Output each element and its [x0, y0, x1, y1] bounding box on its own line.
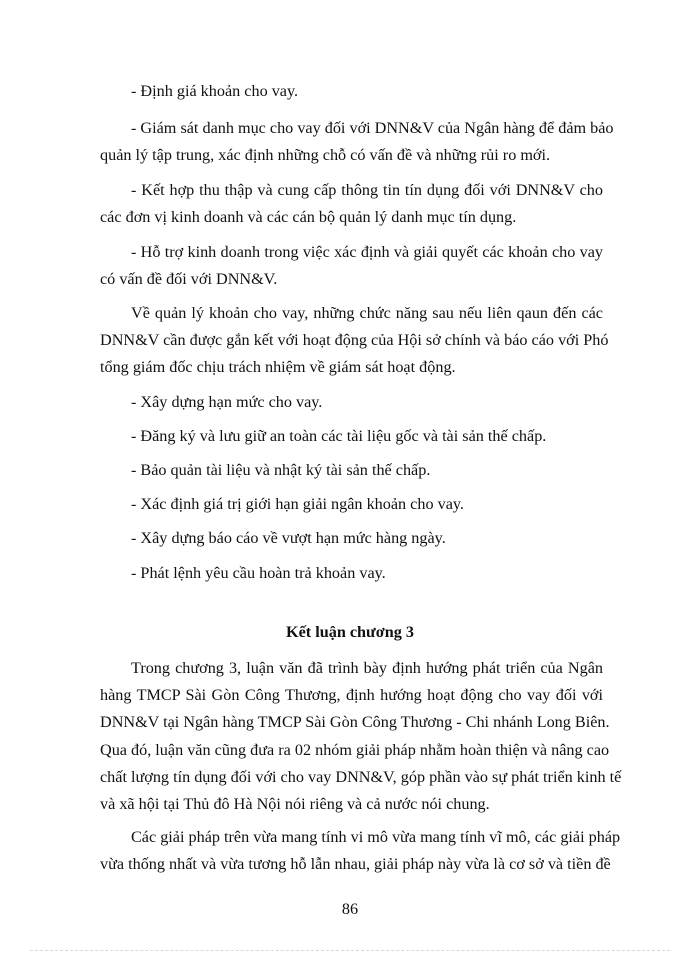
paragraph-line: Qua đó, luận văn cũng đưa ra 02 nhóm giải pháp nhằm hoàn thiện và nâng cao: [100, 741, 610, 759]
list-item: - Định giá khoản cho vay.: [131, 82, 299, 100]
list-item: - Xây dựng hạn mức cho vay.: [131, 393, 323, 411]
list-item-continuation: có vấn đề đối với DNN&V.: [100, 270, 278, 288]
list-item: - Đăng ký và lưu giữ an toàn các tài liệu gốc và tài sản thế chấp.: [131, 427, 547, 445]
list-item: - Phát lệnh yêu cầu hoàn trả khoản vay.: [131, 564, 386, 582]
list-item-continuation: quản lý tập trung, xác định những chỗ có vấn đề và những rủi ro mới.: [100, 146, 551, 164]
paragraph-line: Các giải pháp trên vừa mang tính vi mô vừa mang tính vĩ mô, các giải pháp: [131, 828, 621, 846]
list-item: - Hỗ trợ kinh doanh trong việc xác định và giải quyết các khoản cho vay: [131, 243, 603, 261]
list-item: - Bảo quản tài liệu và nhật ký tài sản thế chấp.: [131, 461, 431, 479]
page-bottom-divider: [30, 950, 670, 951]
paragraph-line: Trong chương 3, luận văn đã trình bày định hướng phát triển của Ngân: [131, 659, 603, 677]
paragraph-line: DNN&V cần được gắn kết với hoạt động của Hội sở chính và báo cáo với Phó: [100, 331, 609, 349]
paragraph-line: chất lượng tín dụng đối với cho vay DNN&V, góp phần vào sự phát triển kinh tế: [100, 768, 622, 786]
list-item-continuation: các đơn vị kinh doanh và các cán bộ quản lý danh mục tín dụng.: [100, 208, 517, 226]
paragraph-line: DNN&V tại Ngân hàng TMCP Sài Gòn Công Thương - Chi nhánh Long Biên.: [100, 713, 610, 731]
page-number: 86: [341, 900, 359, 918]
paragraph-line: và xã hội tại Thủ đô Hà Nội nói riêng và cả nước nói chung.: [100, 795, 490, 813]
list-item: - Xác định giá trị giới hạn giải ngân khoản cho vay.: [131, 495, 464, 513]
section-heading: Kết luận chương 3: [286, 623, 414, 641]
paragraph-line: tổng giám đốc chịu trách nhiệm về giám sát hoạt động.: [100, 358, 456, 376]
list-item: - Kết hợp thu thập và cung cấp thông tin tín dụng đối với DNN&V cho: [131, 181, 603, 199]
paragraph-line: hàng TMCP Sài Gòn Công Thương, định hướng hoạt động cho vay đối với: [100, 686, 603, 704]
paragraph-line: vừa thống nhất và vừa tương hỗ lẫn nhau, giải pháp này vừa là cơ sở và tiền đề: [100, 855, 611, 873]
paragraph-line: Về quản lý khoản cho vay, những chức năng sau nếu liên qaun đến các: [131, 304, 603, 322]
list-item: - Giám sát danh mục cho vay đối với DNN&V của Ngân hàng để đảm bảo: [131, 119, 614, 137]
list-item: - Xây dựng báo cáo về vượt hạn mức hàng ngày.: [131, 529, 446, 547]
